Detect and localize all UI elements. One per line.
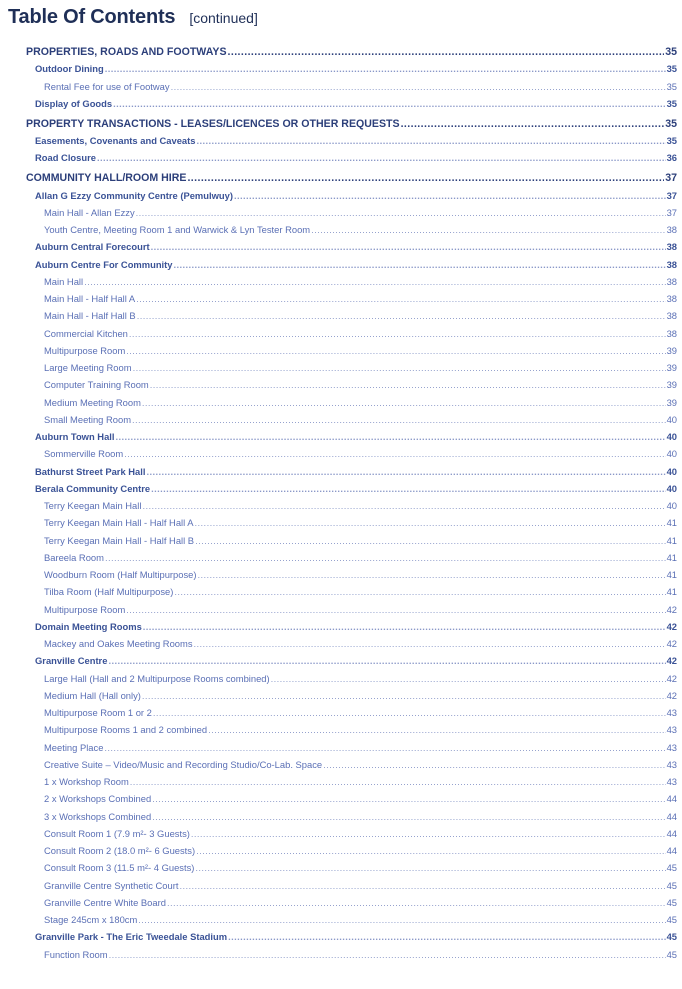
toc-page-number: 44 [666,827,677,839]
dot-leader [105,63,666,74]
toc-entry[interactable] [35,621,677,632]
dot-leader [109,949,666,960]
toc-section-heading[interactable] [26,118,677,130]
toc-entry-label: Multipurpose Room [44,603,126,615]
toc-page-number: 40 [666,413,677,425]
dot-leader [142,500,665,511]
toc-entry-label: Tilba Room (Half Multipurpose) [44,586,174,598]
toc-page-number: 40 [666,500,677,511]
toc-page-number: 35 [666,63,677,75]
toc-page-number: 39 [666,362,677,373]
toc-entry-label: Consult Room 2 (18.0 m²- 6 Guests) [44,845,196,856]
toc-subentry[interactable] [44,811,677,822]
toc-page-number: 42 [666,672,677,684]
toc-subentry[interactable] [44,845,677,856]
dot-leader [126,604,665,615]
dot-leader [179,880,665,891]
dot-leader [152,793,665,804]
toc-subentry[interactable] [44,759,677,770]
dot-leader [171,81,666,92]
toc-entry-label: PROPERTIES, ROADS AND FOOTWAYS [26,46,227,58]
toc-entry-label: Consult Room 1 (7.9 m²- 3 Guests) [44,827,190,839]
toc-subentry[interactable] [44,707,677,718]
toc-subentry[interactable] [44,500,677,511]
toc-entry-label: Computer Training Room [44,379,149,391]
toc-entry[interactable] [35,63,677,74]
dot-leader [174,259,666,270]
toc-entry-label: Main Hall - Allan Ezzy [44,206,135,218]
dot-leader [196,845,665,856]
dot-leader [146,466,665,477]
toc-entry-label: Berala Community Centre [35,482,151,494]
toc-page-number: 45 [666,914,677,925]
toc-subentry[interactable] [44,293,677,304]
toc-page-number: 40 [666,465,677,477]
toc-page-number: 45 [666,896,677,908]
toc-entry[interactable] [35,931,677,942]
toc-subentry[interactable] [44,724,677,735]
toc-page-number: 38 [666,241,677,253]
dot-leader [136,207,666,218]
toc-entry[interactable] [35,259,677,270]
toc-subentry[interactable] [44,914,677,925]
dot-leader [130,776,666,787]
toc-subentry[interactable] [44,224,677,235]
dot-leader [97,152,666,163]
toc-entry-label: Display of Goods [35,97,113,109]
toc-entry-label: Stage 245cm x 180cm [44,914,138,925]
toc-entry-label: Main Hall [44,275,84,287]
toc-page-number: 36 [666,152,677,164]
toc-page-number: 41 [666,551,677,563]
toc-entry-label: Meeting Place [44,741,104,753]
toc-entry-label: Road Closure [35,152,96,164]
dot-leader [113,98,665,109]
toc-entry-label: Multipurpose Room [44,344,126,356]
toc-entry-label: Large Hall (Hall and 2 Multipurpose Rooms combined) [44,672,270,684]
toc-page-number: 35 [666,80,677,92]
toc-entry[interactable] [35,152,677,163]
toc-entry-label: Allan G Ezzy Community Centre (Pemulwuy) [35,189,233,201]
toc-subentry[interactable] [44,897,677,908]
toc-entry-label: Granville Centre Synthetic Court [44,879,179,891]
toc-entry-label: Bathurst Street Park Hall [35,465,146,477]
toc-subentry[interactable] [44,742,677,753]
toc-page-number: 38 [666,293,677,304]
dot-leader [116,431,666,442]
dot-leader [174,586,665,597]
dot-leader [133,362,666,373]
toc-entry-label: Mackey and Oakes Meeting Rooms [44,638,193,649]
toc-entry-label: Multipurpose Rooms 1 and 2 combined [44,724,208,736]
toc-subentry[interactable] [44,276,677,287]
toc-entry-label: Terry Keegan Main Hall - Half Hall B [44,534,195,546]
toc-subentry[interactable] [44,379,677,390]
toc-subentry[interactable] [44,448,677,459]
toc-entry-label: Commercial Kitchen [44,327,128,339]
dot-leader [138,914,665,925]
toc-page-number: 43 [666,776,677,787]
dot-leader [108,655,665,666]
dot-leader [271,673,666,684]
toc-entry[interactable] [35,98,677,109]
toc-entry-label: Consult Room 3 (11.5 m²- 4 Guests) [44,862,195,874]
toc-subentry[interactable] [44,207,677,218]
toc-entry-label: Granville Park - The Eric Tweedale Stadium [35,931,228,943]
dot-leader [142,397,666,408]
dot-leader [167,897,666,908]
dot-leader [228,931,665,942]
toc-subentry[interactable] [44,793,677,804]
toc-entry-label: Multipurpose Room 1 or 2 [44,707,152,718]
toc-entry-label: Rental Fee for use of Footway [44,80,170,92]
toc-page-number: 45 [666,948,677,960]
toc-page-number: 38 [666,258,677,270]
toc-subentry[interactable] [44,310,677,321]
dot-leader [143,621,666,632]
toc-entry-label: Bareela Room [44,551,104,563]
dot-leader [84,276,665,287]
dot-leader [191,828,666,839]
dot-leader [228,46,665,58]
toc-entry[interactable] [35,431,677,442]
dot-leader [137,310,666,321]
toc-subentry[interactable] [44,414,677,425]
toc-page-number: 37 [666,189,677,201]
toc-page-number: 42 [666,689,677,701]
toc-subentry[interactable] [44,397,677,408]
toc-entry-label: Woodburn Room (Half Multipurpose) [44,569,197,580]
toc-page-number: 43 [666,707,677,718]
dot-leader [153,707,666,718]
toc-entry-label: 1 x Workshop Room [44,776,129,787]
toc-subentry[interactable] [44,690,677,701]
toc-entry-label: PROPERTY TRANSACTIONS - LEASES/LICENCES OR OTHER REQUESTS [26,117,400,130]
toc-entry-label: Terry Keegan Main Hall - Half Hall A [44,517,194,529]
toc-subentry[interactable] [44,828,677,839]
toc-entry[interactable] [35,135,677,146]
dot-leader [195,517,666,528]
toc-page-number: 35 [665,117,677,130]
toc-subentry[interactable] [44,552,677,563]
toc-page-number: 41 [666,517,677,529]
toc-page-number: 40 [666,482,677,494]
dot-leader [196,135,665,146]
toc-page-number: 44 [666,793,677,805]
dot-leader [198,569,666,580]
dot-leader [151,483,665,494]
toc-page-number: 42 [666,620,677,632]
toc-subentry[interactable] [44,328,677,339]
toc-subentry[interactable] [44,673,677,684]
toc-page-number: 43 [666,741,677,753]
toc-page-number: 41 [666,586,677,598]
toc-entry-label: Auburn Town Hall [35,431,115,442]
toc-page-number: 38 [666,275,677,287]
dot-leader [105,552,666,563]
dot-leader [187,172,664,184]
toc-heading: Table Of Contents [8,6,176,28]
dot-leader [124,448,665,459]
dot-leader [150,379,666,390]
toc-entry[interactable] [35,655,677,666]
dot-leader [151,241,666,252]
dot-leader [194,638,666,649]
toc-page-number: 41 [666,534,677,546]
toc-entry-label: Function Room [44,948,108,960]
toc-entry-label: Auburn Centre For Community [35,258,173,270]
toc-section-heading[interactable] [26,172,677,184]
toc-entry-label: Domain Meeting Rooms [35,620,142,632]
toc-subentry[interactable] [44,638,677,649]
toc-page-number: 40 [666,448,677,460]
dot-leader [401,118,665,130]
toc-subentry[interactable] [44,569,677,580]
toc-page-number: 38 [666,224,677,235]
toc-entry-label: Youth Centre, Meeting Room 1 and Warwick & Lyn Tester Room [44,224,311,235]
toc-page-number: 42 [666,638,677,649]
toc-entry-label: Small Meeting Room [44,413,132,425]
toc-subentry[interactable] [44,517,677,528]
toc-entry-label: Main Hall - Half Hall A [44,293,136,304]
dot-leader [208,724,665,735]
toc-entry-label: COMMUNITY HALL/ROOM HIRE [26,172,187,185]
toc-page-number: 45 [666,879,677,891]
toc-page-number: 44 [666,810,677,822]
dot-leader [195,535,666,546]
toc-subentry[interactable] [44,81,677,92]
toc-section-heading[interactable] [26,46,677,58]
toc-subentry[interactable] [44,362,677,373]
toc-page-number: 35 [666,97,677,109]
toc-subentry[interactable] [44,949,677,960]
toc-page-number: 41 [666,569,677,580]
toc-subentry[interactable] [44,535,677,546]
toc-entry-label: Granville Centre White Board [44,896,166,908]
dot-leader [195,862,665,873]
toc-page-number: 44 [666,845,677,856]
continued-label: [continued] [189,10,258,26]
toc-page-number: 38 [666,310,677,322]
toc-entry-label: 2 x Workshops Combined [44,793,152,805]
dot-leader [234,190,666,201]
dot-leader [126,345,665,356]
dot-leader [152,811,665,822]
toc-page-number: 42 [666,603,677,615]
toc-entry-label: 3 x Workshops Combined [44,810,152,822]
dot-leader [323,759,665,770]
dot-leader [129,328,666,339]
toc-entry-label: Creative Suite – Video/Music and Recording Studio/Co-Lab. Space [44,758,323,770]
toc-entry-label: Auburn Central Forecourt [35,241,150,253]
toc-page-number: 37 [665,172,677,185]
toc-entry-label: Outdoor Dining [35,63,104,75]
dot-leader [132,414,666,425]
toc-entry-label: Medium Meeting Room [44,396,141,408]
toc-subentry[interactable] [44,604,677,615]
toc-page-number: 45 [666,931,677,943]
toc-page-number: 38 [666,327,677,339]
toc-page-number: 39 [666,396,677,408]
toc-page-number: 43 [666,758,677,770]
toc-entry-label: Medium Hall (Hall only) [44,689,141,701]
toc-entry-label: Granville Centre [35,655,108,667]
toc-entry[interactable] [35,483,677,494]
toc-page-number: 43 [666,724,677,736]
toc-subentry[interactable] [44,345,677,356]
toc-page-number: 40 [666,431,677,442]
toc-entry-label: Sommerville Room [44,448,124,460]
toc-entry[interactable] [35,466,677,477]
toc-page-number: 35 [666,135,677,146]
dot-leader [104,742,665,753]
toc-entry[interactable] [35,241,677,252]
toc-subentry[interactable] [44,776,677,787]
dot-leader [142,690,666,701]
toc-subentry[interactable] [44,880,677,891]
dot-leader [136,293,665,304]
toc-entry[interactable] [35,190,677,201]
toc-page-number: 42 [666,655,677,667]
toc-page-number: 37 [666,206,677,218]
toc-page-number: 35 [665,46,677,58]
dot-leader [311,224,665,235]
toc-subentry[interactable] [44,586,677,597]
toc-entry-label: Main Hall - Half Hall B [44,310,136,322]
toc-page-number: 45 [666,862,677,874]
toc-page-number: 39 [666,344,677,356]
toc-entry-label: Large Meeting Room [44,362,132,373]
page-title [8,6,258,29]
toc-page-number: 39 [666,379,677,391]
toc-subentry[interactable] [44,862,677,873]
toc-entry-label: Easements, Covenants and Caveats [35,135,196,146]
toc-entry-label: Terry Keegan Main Hall [44,500,142,511]
